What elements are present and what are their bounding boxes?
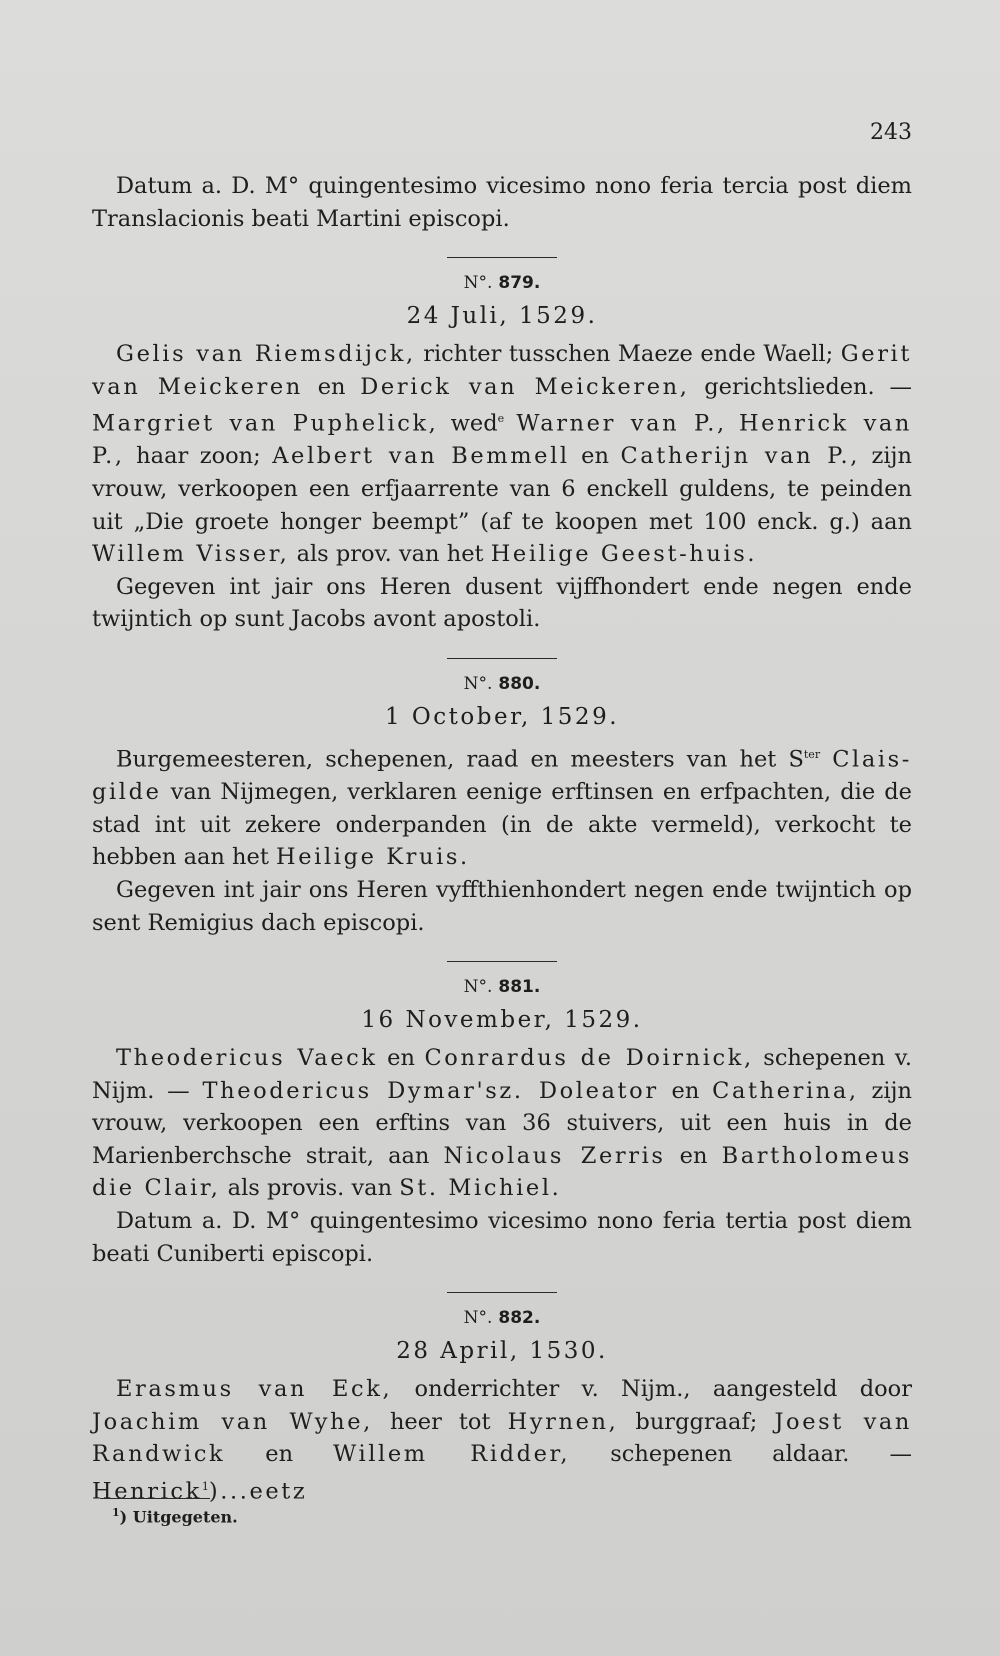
text-segment: en: [377, 1045, 425, 1072]
text-segment: van Nijmegen, verklaren eenige erftinsen en erfpachten, die de stad int uit zekere onderpanden (in de akte vermeld), verkocht te hebben aan het: [92, 779, 912, 871]
text-segment: Warner van P.,: [516, 410, 727, 437]
text-segment: Joachim van Wyhe,: [92, 1408, 373, 1435]
entry-date: 16 November, 1529.: [361, 1007, 643, 1034]
entry-summary: [92, 338, 912, 571]
text-segment: en: [658, 1077, 713, 1104]
entry-date: 1 October, 1529.: [384, 704, 620, 731]
text-segment: richter tusschen Maeze ende Waell;: [415, 341, 841, 368]
entry-summary: [92, 1042, 912, 1205]
text-segment: wed: [438, 410, 498, 437]
text-segment: gerichtslieden. —: [689, 373, 912, 400]
entry-number: [92, 268, 912, 298]
text-segment: [820, 747, 832, 773]
text-segment: St. Michiel.: [399, 1175, 562, 1202]
text-segment: N°.: [463, 977, 493, 998]
text-segment: 881.: [498, 977, 541, 998]
text-segment: Heilige Geest-huis.: [490, 541, 758, 568]
text-segment: Willem Visser,: [92, 541, 290, 568]
entry-date: 24 Juli, 1529.: [406, 303, 598, 330]
text-segment: Catherina,: [712, 1077, 859, 1104]
text-segment: Bartholomeus die Clair,: [92, 1142, 912, 1202]
text-segment: N°.: [463, 1308, 493, 1329]
entry-summary: [92, 1373, 912, 1508]
footnote-mark: 1: [112, 1506, 120, 1519]
intro-line-2: Translacionis beati Martini episcopi.: [92, 205, 510, 232]
text-segment: onderrichter v. Nijm., aangesteld door: [392, 1376, 912, 1403]
text-segment: Erasmus van Eck,: [116, 1376, 393, 1403]
text-segment: Gerit van Meickeren: [92, 341, 912, 400]
text-segment: Aelbert van Bemmell: [272, 443, 570, 470]
text-segment: en: [665, 1142, 722, 1169]
text-segment: Heilige Kruis.: [276, 844, 470, 871]
text-segment: )...eetz: [208, 1478, 308, 1505]
text-segment: Derick van Meickeren,: [360, 373, 690, 400]
intro-paragraph: [92, 170, 912, 235]
page-number: 243: [870, 120, 912, 145]
text-segment: e: [497, 412, 505, 426]
entry-date: 28 April, 1530.: [396, 1338, 608, 1365]
text-segment: Henrick van P.,: [92, 410, 913, 470]
text-segment: [727, 411, 739, 437]
text-segment: heer tot: [372, 1408, 508, 1435]
entry-closing: Gegeven int jair ons Heren vyffthienhondert negen ende twijntich op sent Remigius dach episcopi.: [92, 876, 912, 936]
footnote-text: ) Uitgegeten.: [119, 1507, 238, 1527]
page-text: [92, 170, 912, 1508]
text-segment: [504, 411, 516, 437]
text-segment: als prov. van het: [289, 541, 491, 568]
text-segment: burggraaf;: [618, 1408, 775, 1435]
text-segment: N°.: [463, 674, 493, 695]
separator-rule: [447, 658, 557, 659]
text-segment: Hyrnen,: [507, 1408, 619, 1435]
text-segment: ter: [803, 748, 821, 762]
entry-closing: Datum a. D. M° quingentesimo vicesimo nono feria tertia post diem beati Cuniberti episcopi.: [92, 1208, 912, 1267]
text-segment: als provis. van: [220, 1175, 400, 1202]
text-segment: 882.: [498, 1308, 541, 1329]
text-segment: zijn vrouw, verkoopen een erfjaarrente van 6 enckell guldens, te peinden uit „Die groete honger beempt” (af te koopen met 100 enck. g.) aan: [92, 443, 912, 535]
text-segment: Theodericus Vaeck: [116, 1045, 378, 1072]
separator-rule: [447, 257, 557, 258]
text-segment: en: [302, 373, 361, 400]
entry-summary: [92, 739, 912, 874]
entry-closing: Gegeven int jair ons Heren dusent vijffhondert ende negen ende twijntich op sunt Jacobs avont apostoli.: [92, 573, 912, 633]
text-segment: schepenen v. Nijm. —: [92, 1045, 912, 1104]
separator-rule: [447, 961, 557, 962]
text-segment: Willem Ridder,: [333, 1441, 571, 1468]
separator-rule: [447, 1292, 557, 1293]
text-segment: Catherijn van P.,: [620, 443, 860, 470]
text-segment: en: [569, 443, 621, 470]
text-segment: en: [225, 1441, 334, 1468]
text-segment: schepenen aldaar. —: [570, 1441, 912, 1468]
text-segment: Nicolaus Zerris: [443, 1142, 666, 1169]
text-segment: Gelis van Riemsdijck,: [116, 341, 416, 368]
text-segment: Margriet van Puphelick,: [92, 410, 439, 437]
text-segment: Burgemeesteren, schepenen, raad en meesters van het S: [116, 746, 804, 773]
text-segment: Theodericus Dymar'sz. Doleator: [202, 1077, 659, 1104]
text-segment: Joest van Randwick: [92, 1408, 912, 1468]
intro-line-1: Datum a. D. M° quingentesimo vicesimo nono feria tercia post diem: [116, 173, 912, 199]
entry-number: [92, 1303, 912, 1333]
entry-number: [92, 669, 912, 699]
entry-number: [92, 972, 912, 1002]
text-segment: 879.: [498, 273, 541, 294]
text-segment: Clais-gilde: [92, 746, 912, 806]
text-segment: 880.: [498, 674, 541, 695]
footnote-rule: [100, 1498, 210, 1499]
footnote-reference[interactable]: 1: [201, 1480, 209, 1494]
text-segment: Conrardus de Doirnick,: [424, 1045, 754, 1072]
text-segment: Henrick: [92, 1478, 202, 1505]
footnote: [112, 1506, 238, 1526]
text-segment: haar zoon;: [124, 443, 273, 470]
text-segment: N°.: [463, 273, 493, 294]
text-segment: zijn vrouw, verkoopen een erftins van 36 stuivers, uit een huis in de Marienberchsche strait, aan: [92, 1077, 912, 1169]
